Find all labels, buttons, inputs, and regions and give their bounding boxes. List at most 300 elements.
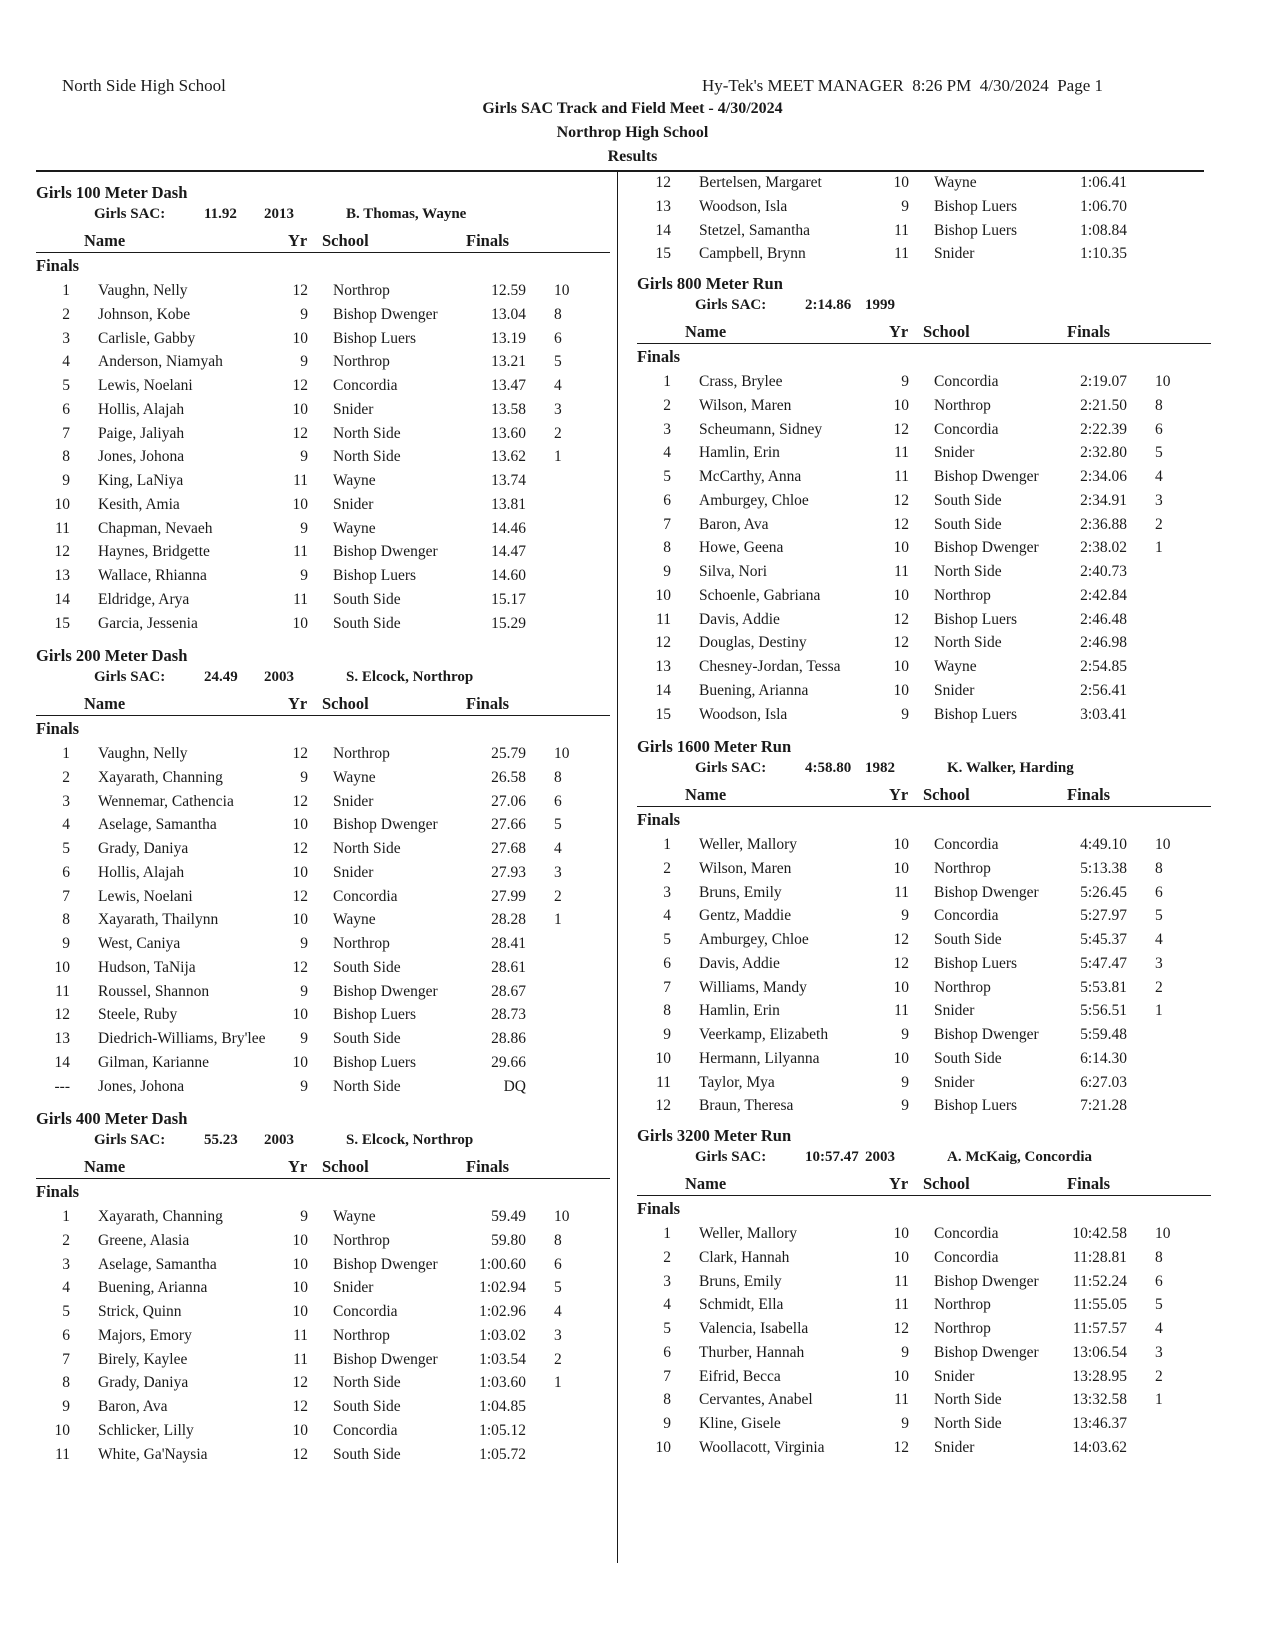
points: 6: [554, 329, 562, 347]
athlete-name: Veerkamp, Elizabeth: [699, 1026, 829, 1043]
school: Concordia: [333, 377, 398, 394]
school: Northrop: [934, 1296, 991, 1314]
school: Bishop Luers: [934, 610, 1018, 628]
athlete-name: Hamlin, Erin: [699, 1002, 780, 1020]
school: South Side: [333, 1398, 401, 1415]
finals-mark: 14.60: [491, 567, 526, 584]
school: South Side: [333, 590, 401, 608]
place: 11: [55, 982, 70, 1000]
athlete-name: Schlicker, Lilly: [98, 1421, 194, 1439]
points: 3: [554, 400, 562, 418]
school: Concordia: [934, 907, 999, 925]
column-header: [637, 320, 1211, 344]
result-row: [637, 1223, 1211, 1247]
record-label: Girls SAC:: [94, 669, 166, 685]
school: Northrop: [934, 978, 991, 996]
finals-mark: 2:40.73: [1080, 563, 1127, 580]
year: 9: [901, 705, 909, 723]
record-mark: 11.92: [204, 206, 237, 222]
record-year: 2003: [264, 669, 294, 685]
finals-mark: 11:57.57: [1072, 1320, 1127, 1337]
place: 9: [663, 1415, 671, 1432]
finals-mark: 2:21.50: [1080, 396, 1127, 414]
place: 3: [663, 1272, 671, 1290]
finals-mark: 27.93: [491, 863, 526, 881]
finals-mark: 2:34.91: [1080, 491, 1127, 509]
finals-mark: 13.47: [491, 377, 526, 394]
year: 10: [893, 1248, 909, 1266]
points: 2: [1155, 978, 1163, 996]
place: 7: [62, 1350, 70, 1368]
points: 6: [554, 792, 562, 810]
place: 13: [54, 567, 70, 584]
finals-mark: 5:59.48: [1080, 1026, 1127, 1043]
place: 9: [62, 1398, 70, 1415]
school: Bishop Luers: [333, 329, 417, 347]
finals-mark: 1:06.70: [1080, 197, 1127, 215]
athlete-name: Garcia, Jessenia: [98, 614, 198, 632]
points: 4: [1155, 931, 1163, 948]
school: Bishop Luers: [333, 1006, 417, 1024]
finals-label: Finals: [36, 719, 80, 738]
year: 12: [292, 1398, 308, 1415]
year: 11: [894, 1296, 909, 1314]
school: Concordia: [934, 1225, 999, 1242]
result-row: [637, 858, 1211, 882]
result-row: [637, 1366, 1211, 1390]
finals-mark: 13.81: [491, 495, 526, 513]
column-header: [36, 1155, 610, 1179]
place: 14: [54, 1053, 70, 1071]
place: 3: [663, 420, 671, 438]
place: 8: [62, 448, 70, 466]
result-row: [637, 371, 1211, 395]
year: 9: [901, 373, 909, 390]
finals-mark: 2:22.39: [1080, 420, 1127, 438]
header-school: School: [923, 785, 970, 804]
event-title: Girls 1600 Meter Run: [637, 737, 792, 756]
year: 11: [894, 245, 909, 263]
result-row: [36, 565, 610, 589]
athlete-name: Gilman, Karianne: [98, 1053, 210, 1071]
finals-mark: 10:42.58: [1072, 1225, 1127, 1242]
school: North Side: [934, 634, 1002, 652]
school: South Side: [934, 515, 1002, 533]
header-school: School: [923, 1174, 970, 1193]
header-name: Name: [84, 694, 126, 713]
results-list: [36, 1206, 610, 1467]
finals-mark: 1:02.94: [479, 1279, 526, 1297]
result-row: [637, 466, 1211, 490]
event-title: Girls 800 Meter Run: [637, 274, 783, 293]
athlete-name: Haynes, Bridgette: [98, 543, 210, 561]
finals-mark: 25.79: [491, 745, 526, 762]
place: 12: [655, 634, 671, 652]
school: South Side: [333, 1030, 401, 1047]
athlete-name: Davis, Addie: [699, 954, 780, 972]
result-row: [36, 909, 610, 933]
result-row: [637, 632, 1211, 656]
finals-mark: 13:28.95: [1072, 1367, 1127, 1385]
school: Bishop Luers: [333, 567, 417, 584]
athlete-name: Thurber, Hannah: [699, 1343, 805, 1361]
athlete-name: Weller, Mallory: [699, 1225, 797, 1242]
header-school: School: [923, 322, 970, 341]
points: 10: [554, 282, 570, 299]
result-row: [36, 541, 610, 565]
header-yr: Yr: [288, 231, 308, 250]
school: Bishop Dwenger: [333, 816, 438, 834]
school: Wayne: [333, 472, 376, 489]
finals-mark: 28.41: [491, 935, 526, 952]
place: 9: [663, 1026, 671, 1043]
finals-mark: 28.61: [491, 958, 526, 976]
result-row: [36, 1444, 610, 1468]
school: Bishop Dwenger: [934, 1026, 1039, 1043]
result-row: [36, 791, 610, 815]
result-row: [36, 886, 610, 910]
place: 14: [54, 590, 70, 608]
school: Bishop Dwenger: [934, 1272, 1039, 1290]
finals-mark: 1:10.35: [1080, 245, 1127, 263]
points: 1: [1155, 539, 1163, 557]
finals-mark: 14.46: [491, 519, 526, 537]
points: 3: [1155, 491, 1163, 509]
finals-label: Finals: [36, 1182, 80, 1201]
year: 10: [893, 859, 909, 877]
year: 9: [300, 353, 308, 371]
year: 12: [893, 634, 909, 652]
header-school: School: [322, 231, 369, 250]
place: 5: [62, 377, 70, 394]
school: Wayne: [333, 519, 376, 537]
record-year: 1982: [865, 760, 895, 776]
year: 12: [292, 792, 308, 810]
athlete-name: Aselage, Samantha: [98, 1255, 217, 1273]
athlete-name: Wennemar, Cathencia: [98, 792, 234, 810]
result-row: [36, 1396, 610, 1420]
school: North Side: [934, 1415, 1002, 1432]
column-header: [36, 229, 610, 253]
athlete-name: Diedrich-Williams, Bry'lee: [98, 1030, 266, 1047]
school: Snider: [333, 792, 374, 810]
result-row: [36, 933, 610, 957]
result-row: [637, 490, 1211, 514]
result-row: [637, 680, 1211, 704]
year: 10: [292, 1303, 308, 1320]
points: 4: [554, 377, 562, 394]
finals-mark: 13.74: [491, 472, 526, 489]
finals-mark: 29.66: [491, 1053, 526, 1071]
result-row: [637, 929, 1211, 953]
place: 6: [663, 1343, 671, 1361]
result-row: [637, 1000, 1211, 1024]
finals-mark: 1:08.84: [1080, 221, 1127, 239]
result-row: [36, 518, 610, 542]
finals-mark: 13.62: [491, 448, 526, 466]
finals-mark: 15.17: [491, 590, 526, 608]
points: 3: [1155, 1343, 1163, 1361]
place: 7: [62, 424, 70, 442]
column-divider: [617, 171, 618, 1563]
result-row: [36, 399, 610, 423]
year: 12: [893, 954, 909, 972]
year: 11: [894, 1272, 909, 1290]
points: 5: [554, 816, 562, 834]
header-name: Name: [685, 1174, 727, 1193]
year: 9: [300, 1208, 308, 1225]
year: 12: [893, 420, 909, 438]
finals-mark: 2:46.48: [1080, 610, 1127, 628]
result-row: [637, 1072, 1211, 1096]
year: 10: [893, 658, 909, 675]
finals-mark: 5:53.81: [1080, 978, 1127, 996]
school: Northrop: [333, 1231, 390, 1249]
school: Bishop Luers: [934, 1097, 1018, 1115]
school: North Side: [333, 424, 401, 442]
place: 8: [62, 1374, 70, 1392]
year: 12: [292, 840, 308, 857]
place: 6: [62, 400, 70, 418]
place: 10: [655, 586, 671, 604]
header-yr: Yr: [889, 1174, 909, 1193]
points: 8: [1155, 396, 1163, 414]
result-row: [36, 814, 610, 838]
finals-mark: 11:28.81: [1072, 1248, 1127, 1266]
place: 3: [62, 1255, 70, 1273]
year: 12: [893, 931, 909, 948]
athlete-name: Gentz, Maddie: [699, 907, 792, 925]
place: 15: [54, 614, 70, 632]
year: 10: [893, 174, 909, 191]
athlete-name: Hollis, Alajah: [98, 863, 185, 881]
school: Snider: [934, 1002, 975, 1020]
school: Snider: [333, 1279, 374, 1297]
result-row: [36, 1004, 610, 1028]
result-row: [637, 419, 1211, 443]
points: 3: [1155, 954, 1163, 972]
results-list: [36, 743, 610, 1099]
result-row: [36, 862, 610, 886]
finals-mark: 1:05.72: [479, 1445, 526, 1463]
year: 10: [292, 400, 308, 418]
finals-mark: 5:26.45: [1080, 883, 1127, 901]
school: Bishop Dwenger: [934, 539, 1039, 557]
year: 12: [292, 1374, 308, 1392]
record-holder: S. Elcock, Northrop: [346, 669, 474, 685]
points: 1: [1155, 1002, 1163, 1020]
place: 4: [62, 1279, 70, 1297]
result-row: [36, 838, 610, 862]
place: 14: [655, 681, 671, 699]
place: 2: [62, 1231, 70, 1249]
athlete-name: Silva, Nori: [699, 563, 768, 580]
record-label: Girls SAC:: [94, 206, 166, 222]
athlete-name: Roussel, Shannon: [98, 982, 210, 1000]
year: 12: [292, 1445, 308, 1463]
finals-mark: 13:06.54: [1072, 1343, 1127, 1361]
points: 5: [554, 353, 562, 371]
year: 12: [893, 1438, 909, 1456]
athlete-name: Kline, Gisele: [699, 1415, 781, 1432]
school: Concordia: [934, 373, 999, 390]
athlete-name: Xayarath, Channing: [98, 768, 223, 786]
result-row: [36, 423, 610, 447]
school: Concordia: [333, 1421, 398, 1439]
record-label: Girls SAC:: [695, 1149, 767, 1165]
header-yr: Yr: [889, 785, 909, 804]
athlete-name: Wilson, Maren: [699, 859, 792, 877]
header-finals: Finals: [1067, 322, 1111, 341]
school: South Side: [934, 931, 1002, 948]
year: 12: [893, 610, 909, 628]
year: 11: [293, 1350, 308, 1368]
points: 4: [554, 1303, 562, 1320]
place: 8: [62, 911, 70, 929]
athlete-name: Taylor, Mya: [699, 1073, 775, 1091]
athlete-name: Amburgey, Chloe: [699, 491, 809, 509]
athlete-name: Wilson, Maren: [699, 396, 792, 414]
result-row: [36, 494, 610, 518]
year: 9: [901, 1026, 909, 1043]
finals-mark: 1:04.85: [479, 1398, 526, 1415]
record-year: 2003: [865, 1149, 895, 1165]
points: 1: [554, 1374, 562, 1392]
column-header: [36, 692, 610, 716]
athlete-name: Xayarath, Channing: [98, 1208, 223, 1225]
finals-mark: 28.28: [491, 911, 526, 929]
place: 12: [54, 1006, 70, 1024]
result-row: [637, 1271, 1211, 1295]
finals-mark: 2:36.88: [1080, 515, 1127, 533]
year: 11: [894, 1391, 909, 1409]
finals-mark: 1:03.60: [479, 1374, 526, 1392]
header-name: Name: [84, 231, 126, 250]
points: 4: [554, 840, 562, 857]
school: North Side: [934, 563, 1002, 580]
place: 12: [54, 543, 70, 561]
school: Bishop Luers: [934, 221, 1018, 239]
year: 9: [901, 197, 909, 215]
place: 13: [655, 658, 671, 675]
year: 10: [292, 1279, 308, 1297]
athlete-name: Aselage, Samantha: [98, 816, 217, 834]
place: 8: [663, 1002, 671, 1020]
athlete-name: Clark, Hannah: [699, 1248, 790, 1266]
year: 10: [893, 539, 909, 557]
header-finals: Finals: [466, 231, 510, 250]
school: North Side: [934, 1391, 1002, 1409]
result-row: [36, 1028, 610, 1052]
place: 8: [663, 1391, 671, 1409]
finals-label: Finals: [36, 256, 80, 275]
finals-mark: 7:21.28: [1080, 1097, 1127, 1115]
athlete-name: Jones, Johona: [98, 448, 185, 466]
record-label: Girls SAC:: [94, 1132, 166, 1148]
school: Northrop: [934, 1320, 991, 1337]
school: Northrop: [333, 353, 390, 371]
year: 10: [292, 1053, 308, 1071]
athlete-name: Schmidt, Ella: [699, 1296, 784, 1314]
points: 10: [1155, 1225, 1171, 1242]
athlete-name: Hudson, TaNija: [98, 958, 196, 976]
year: 9: [300, 1077, 308, 1095]
place: 2: [663, 1248, 671, 1266]
place: 11: [656, 1073, 671, 1091]
school: Northrop: [333, 1326, 390, 1344]
school: Bishop Luers: [934, 197, 1018, 215]
result-row: [637, 561, 1211, 585]
finals-mark: 2:42.84: [1080, 586, 1127, 604]
points: 2: [1155, 1367, 1163, 1385]
result-row: [637, 1095, 1211, 1119]
place: 2: [62, 768, 70, 786]
athlete-name: Davis, Addie: [699, 610, 780, 628]
header-school: School: [322, 1157, 369, 1176]
result-row: [637, 220, 1211, 244]
athlete-name: Buening, Arianna: [98, 1279, 208, 1297]
school: North Side: [333, 1374, 401, 1392]
result-row: [637, 514, 1211, 538]
result-row: [36, 304, 610, 328]
school: Northrop: [934, 859, 991, 877]
year: 12: [893, 1320, 909, 1337]
finals-mark: 59.49: [491, 1208, 526, 1225]
place: 4: [663, 1296, 671, 1314]
result-row: [637, 1389, 1211, 1413]
column-header: [637, 783, 1211, 807]
place: 4: [663, 907, 671, 925]
result-row: [637, 395, 1211, 419]
athlete-name: Grady, Daniya: [98, 840, 189, 857]
place: 6: [663, 954, 671, 972]
year: 11: [293, 543, 308, 561]
result-row: [637, 585, 1211, 609]
athlete-name: Vaughn, Nelly: [98, 745, 188, 762]
place: 6: [62, 1326, 70, 1344]
athlete-name: West, Caniya: [98, 935, 181, 952]
place: 15: [655, 705, 671, 723]
year: 12: [292, 887, 308, 905]
athlete-name: Lewis, Noelani: [98, 887, 193, 905]
finals-mark: 2:19.07: [1080, 373, 1127, 390]
athlete-name: White, Ga'Naysia: [98, 1445, 208, 1463]
event-title: Girls 400 Meter Dash: [36, 1109, 188, 1128]
record-label: Girls SAC:: [695, 297, 767, 313]
school: Snider: [934, 1367, 975, 1385]
school: North Side: [333, 840, 401, 857]
points: 6: [1155, 883, 1163, 901]
athlete-name: Grady, Daniya: [98, 1374, 189, 1392]
place: 5: [663, 1320, 671, 1337]
school: Bishop Luers: [934, 705, 1018, 723]
school: North Side: [333, 448, 401, 466]
athlete-name: Majors, Emory: [98, 1326, 192, 1344]
finals-mark: 6:14.30: [1080, 1049, 1127, 1067]
place: 15: [655, 245, 671, 263]
place: 8: [663, 539, 671, 557]
year: 9: [300, 1030, 308, 1047]
place: 5: [62, 840, 70, 857]
place: 10: [54, 1421, 70, 1439]
place: 11: [55, 519, 70, 537]
place: 2: [62, 305, 70, 323]
header-school: School: [322, 694, 369, 713]
school: Wayne: [333, 768, 376, 786]
athlete-name: Vaughn, Nelly: [98, 282, 188, 299]
result-row: [637, 656, 1211, 680]
school: Bishop Dwenger: [333, 1255, 438, 1273]
